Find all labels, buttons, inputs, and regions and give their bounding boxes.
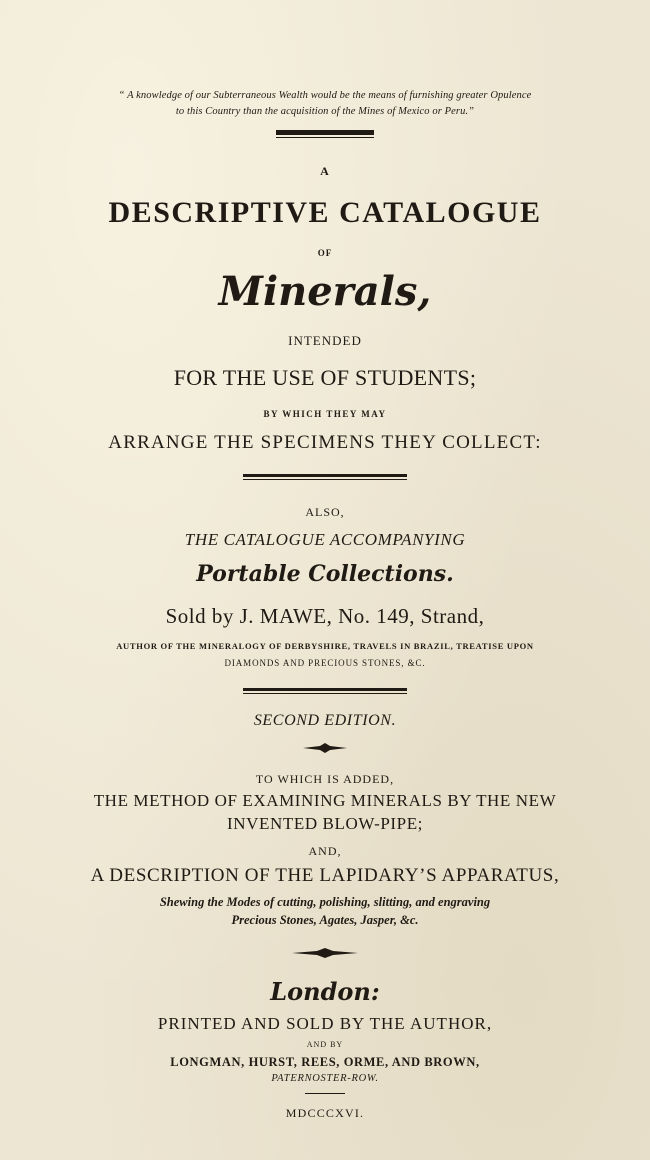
ornament-dash-1 — [302, 742, 348, 754]
edition: SECOND EDITION. — [253, 712, 397, 729]
title-intended: INTENDED — [288, 333, 362, 348]
printed-sold: PRINTED AND SOLD BY THE AUTHOR, — [157, 1014, 493, 1033]
publishers: LONGMAN, HURST, REES, ORME, AND BROWN, — [170, 1055, 480, 1069]
double-rule-1 — [243, 474, 407, 480]
shewing-line-2: Precious Stones, Agates, Jasper, &c. — [231, 913, 419, 927]
divider-rule-thin — [276, 137, 374, 138]
shewing-line-1: Shewing the Modes of cutting, polishing, slitting, and engraving — [159, 895, 491, 909]
year: MDCCCXVI. — [285, 1106, 365, 1120]
lapidary-line: A DESCRIPTION OF THE LAPIDARY’S APPARATUS, — [90, 865, 560, 886]
to-which-added: TO WHICH IS ADDED, — [255, 772, 395, 786]
method-line-2: INVENTED BLOW-PIPE; — [226, 814, 424, 833]
and-by: AND BY — [306, 1040, 344, 1049]
and-label: AND, — [308, 844, 342, 858]
title-main: DESCRIPTIVE CATALOGUE — [108, 196, 542, 229]
sold-by: Sold by J. MAWE, No. 149, Strand, — [165, 604, 485, 628]
title-by-which: BY WHICH THEY MAY — [263, 409, 387, 419]
short-rule — [305, 1093, 345, 1094]
title-subject: Minerals, — [218, 268, 432, 315]
title-article: A — [320, 164, 330, 178]
portable-collections: Portable Collections. — [196, 561, 454, 587]
double-rule-2 — [243, 688, 407, 694]
author-line-1: AUTHOR OF THE MINERALOGY OF DERBYSHIRE, TRAVELS IN BRAZIL, TREATISE UPON — [116, 641, 534, 651]
epigraph-line-1: “ A knowledge of our Subterraneous Wealth would be the means of furnishing greater Opulence — [118, 90, 532, 101]
method-line-1: THE METHOD OF EXAMINING MINERALS BY THE NEW — [93, 791, 557, 810]
also-catalogue: THE CATALOGUE ACCOMPANYING — [184, 530, 466, 549]
imprint-city: London: — [270, 977, 380, 1006]
divider-rule — [276, 130, 374, 135]
ornament-dash-2 — [291, 947, 359, 959]
also-label: ALSO, — [305, 505, 345, 519]
author-line-2: DIAMONDS AND PRECIOUS STONES, &C. — [224, 658, 426, 668]
title-purpose: FOR THE USE OF STUDENTS; — [173, 365, 477, 390]
title-arrange: ARRANGE THE SPECIMENS THEY COLLECT: — [108, 432, 542, 453]
title-of: OF — [317, 248, 333, 258]
epigraph-line-2: to this Country than the acquisition of the Mines of Mexico or Peru.” — [175, 106, 475, 117]
publisher-street: PATERNOSTER-ROW. — [271, 1073, 379, 1084]
